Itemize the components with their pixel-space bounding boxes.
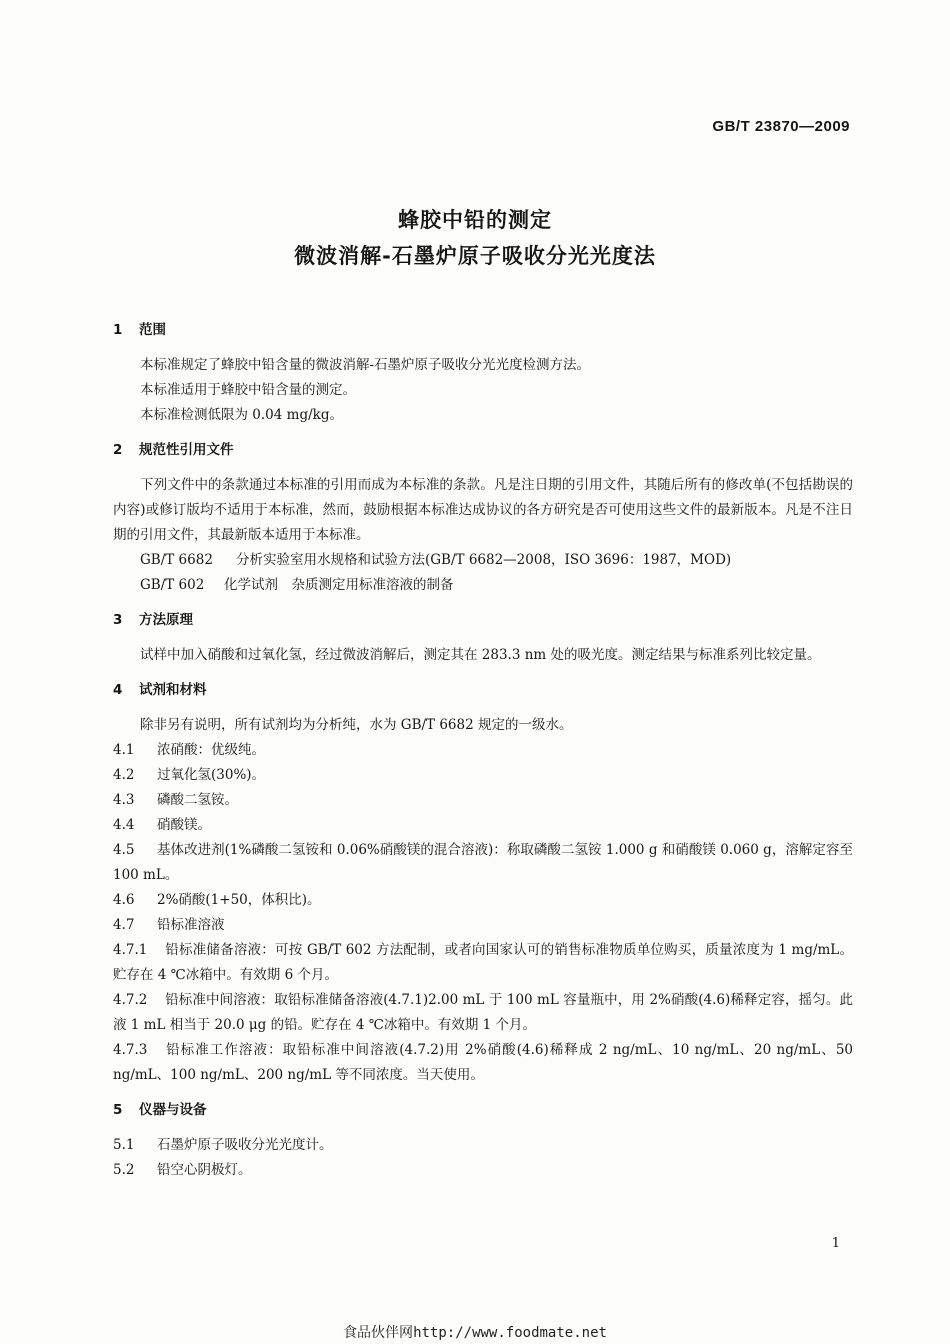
section-heading-reagents: 4 试剂和材料 (113, 682, 207, 698)
footer-site-name: 食品伙伴网 (343, 1325, 414, 1341)
document-subtitle: 微波消解-石墨炉原子吸收分光光度法 (294, 244, 656, 268)
document-body (113, 318, 853, 1183)
clause-item: 4.4 硝酸镁。 (113, 817, 211, 833)
paragraph: 除非另有说明，所有试剂均为分析纯，水为 GB/T 6682 规定的一级水。 (140, 717, 573, 733)
clause-item: 4.7.2 铅标准中间溶液：取铅标准储备溶液(4.7.1)2.00 mL 于 100 mL 容量瓶中，用 2%硝酸(4.6)稀释定容，摇匀。此液 1 mL 相当于 20.0 μg 的铅。贮存在 4 ℃冰箱中。有效期 1 个月。 (113, 992, 853, 1033)
paragraph: 本标准适用于蜂胶中铅含量的测定。 (140, 382, 356, 398)
clause-item: 4.7 铅标准溶液 (113, 917, 225, 933)
page-number: 1 (831, 1236, 840, 1251)
paragraph: 本标准规定了蜂胶中铅含量的微波消解-石墨炉原子吸收分光光度检测方法。 (140, 357, 591, 373)
reference-item: GB/T 602 化学试剂 杂质测定用标准溶液的制备 (140, 577, 454, 593)
document-title: 蜂胶中铅的测定 (398, 208, 552, 232)
clause-item: 4.6 2%硝酸(1+50，体积比)。 (113, 892, 321, 908)
paragraph: 试样中加入硝酸和过氧化氢，经过微波消解后，测定其在 283.3 nm 处的吸光度。测定结果与标准系列比较定量。 (140, 647, 821, 663)
clause-item: 4.5 基体改进剂(1%磷酸二氢铵和 0.06%硝酸镁的混合溶液)：称取磷酸二氢铵 1.000 g 和硝酸镁 0.060 g，溶解定容至 100 mL。 (113, 842, 853, 883)
section-heading-principle: 3 方法原理 (113, 612, 193, 628)
clause-item: 4.7.1 铅标准储备溶液：可按 GB/T 602 方法配制，或者向国家认可的销售标准物质单位购买，质量浓度为 1 mg/mL。贮存在 4 ℃冰箱中。有效期 6 个月。 (113, 942, 853, 983)
footer-url: http://www.foodmate.net (413, 1325, 607, 1341)
clause-item: 4.7.3 铅标准工作溶液：取铅标准中间溶液(4.7.2)用 2%硝酸(4.6)稀释成 2 ng/mL、10 ng/mL、20 ng/mL、50 ng/mL、100 ng/mL、200 ng/mL 等不同浓度。当天使用。 (113, 1042, 853, 1083)
section-heading-scope: 1 范围 (113, 322, 166, 338)
paragraph: 本标准检测低限为 0.04 mg/kg。 (140, 407, 343, 423)
clause-item: 5.2 铅空心阴极灯。 (113, 1162, 252, 1178)
clause-item: 4.1 浓硝酸：优级纯。 (113, 742, 265, 758)
section-heading-normative-references: 2 规范性引用文件 (113, 442, 234, 458)
watermark-footer (0, 1322, 950, 1342)
clause-item: 5.1 石墨炉原子吸收分光光度计。 (113, 1137, 333, 1153)
section-heading-apparatus: 5 仪器与设备 (113, 1102, 207, 1118)
clause-item: 4.2 过氧化氢(30%)。 (113, 767, 266, 783)
clause-item: 4.3 磷酸二氢铵。 (113, 792, 238, 808)
paragraph: 下列文件中的条款通过本标准的引用而成为本标准的条款。凡是注日期的引用文件，其随后所有的修改单(不包括勘误的内容)或修订版均不适用于本标准，然而，鼓励根据本标准达成协议的各方研究是否可使用这些文件的最新版本。凡是不注日期的引用文件，其最新版本适用于本标准。 (113, 477, 853, 543)
reference-item: GB/T 6682 分析实验室用水规格和试验方法(GB/T 6682—2008，ISO 3696：1987，MOD) (140, 552, 732, 568)
standard-number: GB/T 23870—2009 (712, 118, 850, 135)
